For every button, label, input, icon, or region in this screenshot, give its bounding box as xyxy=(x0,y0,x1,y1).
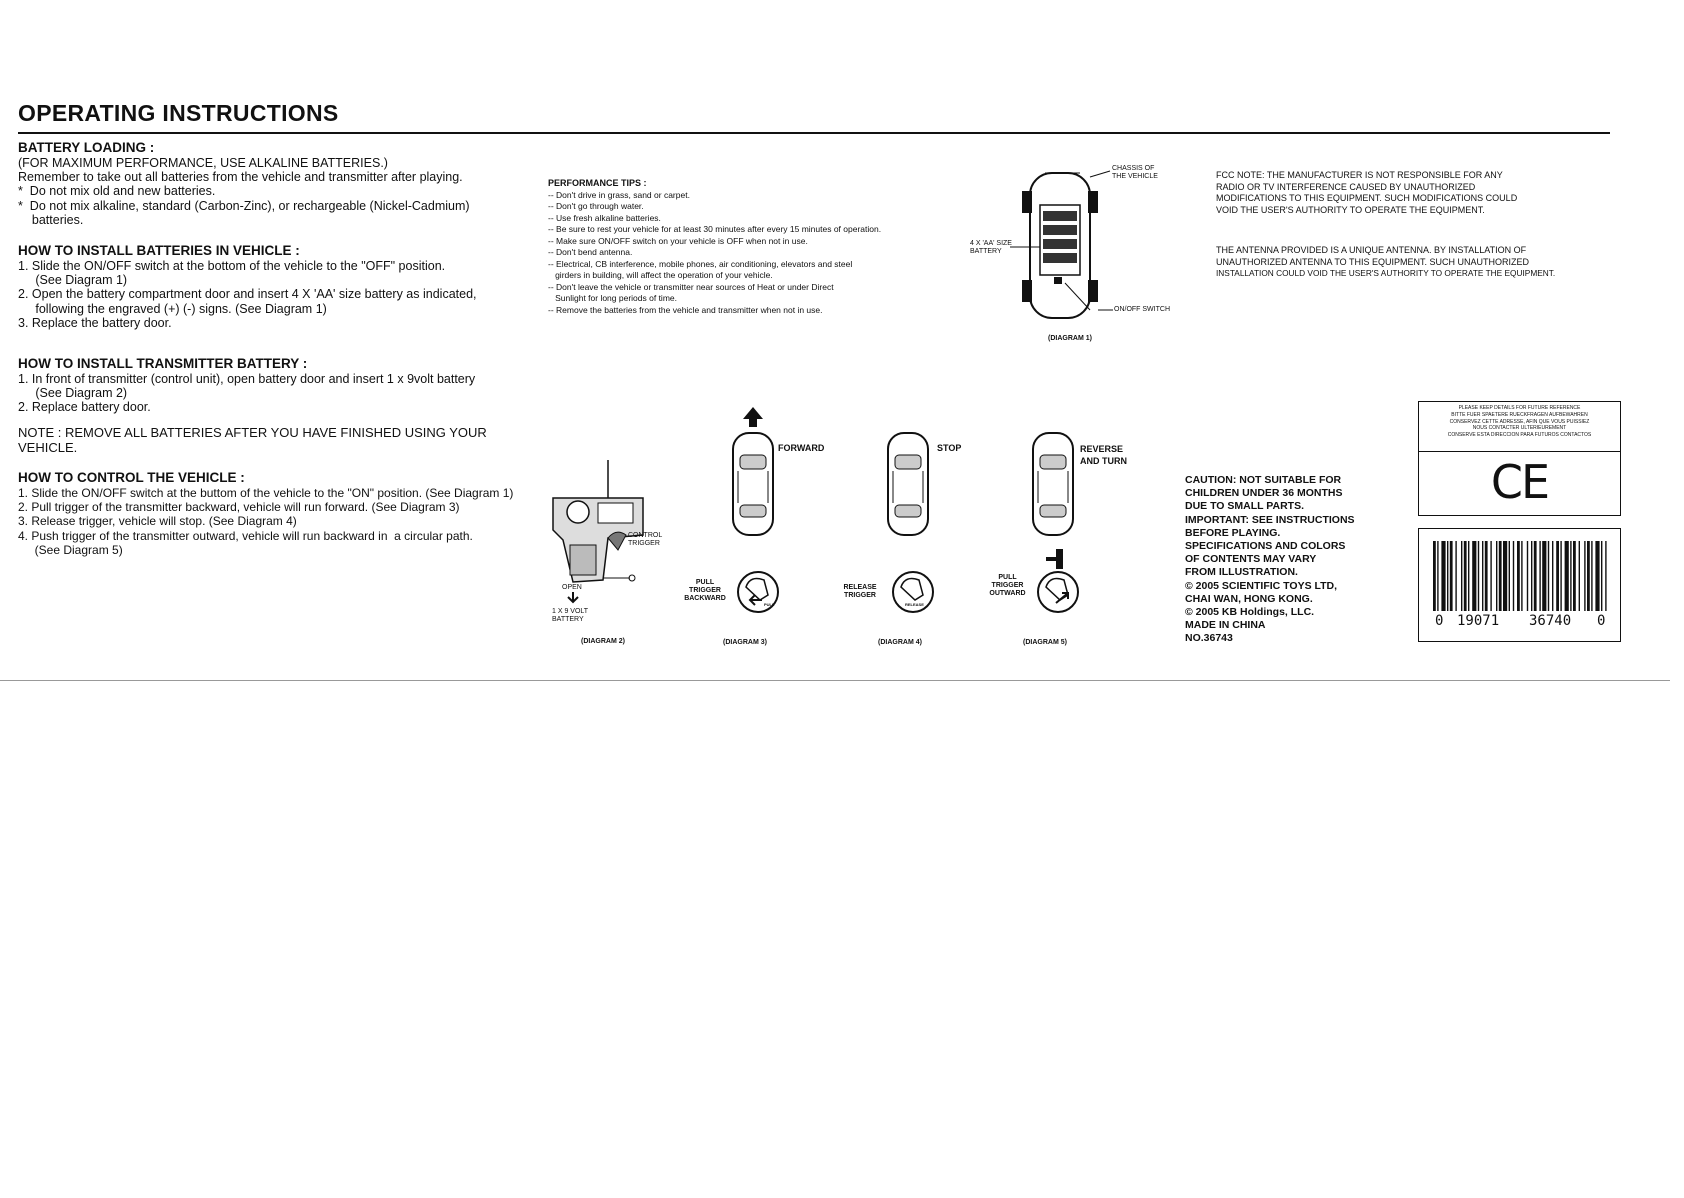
caution-line: FROM ILLUSTRATION. xyxy=(1185,566,1298,579)
performance-tip: -- Don't go through water. xyxy=(548,201,644,211)
ce-box xyxy=(1418,401,1621,516)
barcode-bar xyxy=(1464,541,1467,611)
control-vehicle-line: 3. Release trigger, vehicle will stop. (See Diagram 4) xyxy=(18,514,297,529)
antenna-note xyxy=(1216,245,1636,280)
chassis-label-line: CHASSIS OF xyxy=(1112,165,1155,172)
title-rule xyxy=(18,132,1610,134)
keep-details-line: NOUS CONTACTER ULTERIEUREMENT xyxy=(1472,425,1567,432)
performance-tip: -- Make sure ON/OFF switch on your vehicle is OFF when not in use. xyxy=(548,235,808,246)
caution-line: CHAI WAN, HONG KONG. xyxy=(1185,592,1313,605)
barcode-bar xyxy=(1509,541,1510,611)
barcode-bar xyxy=(1513,541,1514,611)
barcode-bar xyxy=(1517,541,1520,611)
control-vehicle-line: 1. Slide the ON/OFF switch at the buttom of the vehicle to the "ON" position. (See Diagram 1) xyxy=(18,486,514,500)
barcode-bar xyxy=(1542,541,1546,611)
battery-loading-line: * Do not mix alkaline, standard (Carbon-Zinc), or rechargeable (Nickel-Cadmium) xyxy=(18,198,470,213)
keep-details-line: BITTE FUER SPAETERE RUECKFRAGEN AUFBEWAHREN xyxy=(1451,411,1588,418)
antenna-line: INSTALLATION COULD VOID THE USER'S AUTHORITY TO OPERATE THE EQUIPMENT. xyxy=(1216,268,1556,278)
caution-line: IMPORTANT: SEE INSTRUCTIONS xyxy=(1185,513,1355,526)
barcode-bar xyxy=(1455,541,1456,611)
barcode-digit: 19071 xyxy=(1457,613,1500,629)
performance-tip: -- Don't leave the vehicle or transmitter near sources of Heat or under Direct xyxy=(548,281,834,292)
release-trigger-line: TRIGGER xyxy=(844,592,876,599)
install-transmitter-section xyxy=(18,356,538,415)
install-transmitter-line: 1. In front of transmitter (control unit), open battery door and insert 1 x 9volt battery xyxy=(18,372,476,386)
barcode-bar xyxy=(1485,541,1488,611)
performance-tip: -- Be sure to rest your vehicle for at least 30 minutes after every 15 minutes of operation. xyxy=(548,224,882,234)
keep-details-line: CONSERVEZ CETTE ADRESSE, AFIN QUE VOUS PUISSIEZ xyxy=(1449,418,1590,425)
barcode-bar xyxy=(1499,541,1502,611)
control-trigger-label xyxy=(628,532,662,548)
battery-loading-line: Remember to take out all batteries from the vehicle and transmitter after playing. xyxy=(18,170,463,185)
barcode-bar xyxy=(1490,541,1491,611)
chassis-label xyxy=(1112,165,1158,181)
stop-illustration xyxy=(835,405,995,635)
barcode-bar xyxy=(1573,541,1576,611)
barcode-bar xyxy=(1534,541,1537,611)
install-vehicle-line: (See Diagram 1) xyxy=(18,273,128,288)
caution-line: © 2005 SCIENTIFIC TOYS LTD, xyxy=(1185,579,1338,592)
performance-tip: girders in building, will affect the operation of your vehicle. xyxy=(548,270,773,280)
diagram-2 xyxy=(548,460,688,655)
barcode-bar xyxy=(1527,541,1528,611)
antenna-line: THE ANTENNA PROVIDED IS A UNIQUE ANTENNA. BY INSTALLATION OF xyxy=(1216,245,1527,255)
install-vehicle-heading: HOW TO INSTALL BATTERIES IN VEHICLE : xyxy=(18,243,300,258)
battery-loading-line: (FOR MAXIMUM PERFORMANCE, USE ALKALINE BATTERIES.) xyxy=(18,156,388,170)
barcode-bar xyxy=(1539,541,1540,611)
control-trigger-line: CONTROL xyxy=(628,532,663,539)
battery-size-label-line: 4 X 'AA' SIZE xyxy=(970,240,1012,247)
diagram-3-caption: (DIAGRAM 3) xyxy=(723,639,767,646)
pull-outward-line: OUTWARD xyxy=(989,590,1026,597)
barcode-bar xyxy=(1450,541,1453,611)
performance-tip: Sunlight for long periods of time. xyxy=(548,293,677,303)
note-line: VEHICLE. xyxy=(18,440,78,455)
dial-release-label: RELEASE xyxy=(905,602,924,607)
install-vehicle-line: 2. Open the battery compartment door and insert 4 X 'AA' size battery as indicated, xyxy=(18,287,477,302)
fcc-note xyxy=(1216,170,1636,216)
caution-line: © 2005 KB Holdings, LLC. xyxy=(1185,606,1315,619)
barcode-bar xyxy=(1468,541,1469,611)
control-trigger-line: TRIGGER xyxy=(628,540,660,547)
pull-backward-line: TRIGGER xyxy=(689,587,721,594)
caution-line: MADE IN CHINA xyxy=(1185,619,1266,632)
diagram-3 xyxy=(680,405,840,655)
barcode-bar xyxy=(1587,541,1590,611)
control-vehicle-section xyxy=(18,470,548,557)
fcc-line: RADIO OR TV INTERFERENCE CAUSED BY UNAUTHORIZED xyxy=(1216,181,1476,192)
pull-outward-line: TRIGGER xyxy=(991,582,1024,589)
diagram-1 xyxy=(970,165,1170,350)
caution-line: CHILDREN UNDER 36 MONTHS xyxy=(1185,487,1343,500)
barcode-box xyxy=(1418,528,1621,642)
barcode-bar xyxy=(1441,541,1445,611)
caution-block xyxy=(1185,474,1395,646)
reverse-arrow-icon xyxy=(1046,549,1063,569)
pull-outward-label xyxy=(985,574,1030,598)
barcode-digit: 36740 xyxy=(1529,613,1572,629)
performance-tips-heading: PERFORMANCE TIPS : xyxy=(548,178,647,188)
barcode-bar xyxy=(1447,541,1448,611)
diagram-5-caption: (DIAGRAM 5) xyxy=(1023,639,1067,646)
performance-tip: -- Remove the batteries from the vehicle and transmitter when not in use. xyxy=(548,304,823,315)
fcc-line: FCC NOTE: THE MANUFACTURER IS NOT RESPONSIBLE FOR ANY xyxy=(1216,170,1503,180)
battery-loading-line: * Do not mix old and new batteries. xyxy=(18,184,216,199)
fcc-line: MODIFICATIONS TO THIS EQUIPMENT. SUCH MODIFICATIONS COULD xyxy=(1216,193,1518,203)
stop-label: STOP xyxy=(937,443,962,453)
install-transmitter-line: 2. Replace battery door. xyxy=(18,400,151,415)
reverse-label-line: AND TURN xyxy=(1080,456,1127,466)
dial-pull-label: PULL xyxy=(764,602,775,607)
caution-line: OF CONTENTS MAY VARY xyxy=(1185,553,1317,566)
battery-size-label xyxy=(970,240,1012,256)
nine-volt-label xyxy=(552,608,588,624)
barcode-bar xyxy=(1503,541,1507,611)
control-vehicle-line: 2. Pull trigger of the transmitter backward, vehicle will run forward. (See Diagram 3) xyxy=(18,500,460,515)
install-vehicle-line: 3. Replace the battery door. xyxy=(18,315,172,330)
barcode-bar xyxy=(1478,541,1479,611)
performance-tip: -- Use fresh alkaline batteries. xyxy=(548,212,661,223)
barcode-bar xyxy=(1584,541,1585,611)
diagram-5 xyxy=(980,405,1160,655)
note-section xyxy=(18,425,538,455)
battery-size-label-line: BATTERY xyxy=(970,248,1002,255)
barcode-bar xyxy=(1565,541,1569,611)
barcode-bar xyxy=(1472,541,1476,611)
reverse-label xyxy=(1080,443,1127,467)
keep-details-line: CONSERVE ESTA DIRECCION PARA FUTUROS CONTACTOS xyxy=(1447,432,1592,439)
diagram-4-caption: (DIAGRAM 4) xyxy=(878,639,922,646)
caution-line: NO.36743 xyxy=(1185,632,1233,645)
release-trigger-line: RELEASE xyxy=(843,584,877,591)
barcode-digit: 0 xyxy=(1435,613,1444,629)
control-vehicle-heading: HOW TO CONTROL THE VEHICLE : xyxy=(18,470,245,485)
barcode-bar xyxy=(1591,541,1592,611)
barcode-bar xyxy=(1556,541,1559,611)
chassis-label-line: THE VEHICLE xyxy=(1112,173,1158,180)
pull-backward-line: PULL xyxy=(695,579,715,586)
forward-arrow-icon xyxy=(743,407,763,427)
bottom-divider xyxy=(0,680,1670,681)
barcode-bar xyxy=(1579,541,1580,611)
release-trigger-label xyxy=(835,584,885,600)
barcode-bar xyxy=(1482,541,1483,611)
page-title: OPERATING INSTRUCTIONS xyxy=(18,100,339,126)
transmitter-illustration xyxy=(548,460,688,590)
battery-loading-line: batteries. xyxy=(18,212,84,227)
performance-tip: -- Don't drive in grass, sand or carpet. xyxy=(548,189,690,200)
barcode-bar xyxy=(1437,541,1438,611)
install-vehicle-line: 1. Slide the ON/OFF switch at the bottom of the vehicle to the "OFF" position. xyxy=(18,259,446,273)
control-vehicle-line: (See Diagram 5) xyxy=(18,542,123,557)
keep-details-text xyxy=(1419,402,1620,452)
battery-loading-section xyxy=(18,140,538,227)
antenna-line: UNAUTHORIZED ANTENNA TO THIS EQUIPMENT. SUCH UNAUTHORIZED xyxy=(1216,256,1530,267)
barcode-bars xyxy=(1419,529,1620,624)
barcode-bar xyxy=(1605,541,1606,611)
fcc-line: VOID THE USER'S AUTHORITY TO OPERATE THE EQUIPMENT. xyxy=(1216,204,1485,215)
barcode-bar xyxy=(1552,541,1553,611)
install-vehicle-section xyxy=(18,243,538,330)
battery-loading-heading: BATTERY LOADING : xyxy=(18,140,155,155)
caution-line: BEFORE PLAYING. xyxy=(1185,526,1281,539)
ce-mark: CE xyxy=(1490,455,1549,509)
nine-volt-line: 1 X 9 VOLT xyxy=(552,608,589,615)
performance-tip: -- Don't bend antenna. xyxy=(548,247,633,257)
keep-details-line: PLEASE KEEP DETAILS FOR FUTURE REFERENCE xyxy=(1458,405,1581,411)
pull-outward-line: PULL xyxy=(998,574,1017,581)
performance-tip: -- Electrical, CB interference, mobile phones, air conditioning, elevators and steel xyxy=(548,258,853,269)
diagram-4 xyxy=(835,405,995,655)
barcode-bar xyxy=(1521,541,1522,611)
install-vehicle-line: following the engraved (+) (-) signs. (See Diagram 1) xyxy=(18,301,327,316)
barcode-bar xyxy=(1548,541,1549,611)
barcode-bar xyxy=(1531,541,1532,611)
nine-volt-line: BATTERY xyxy=(552,616,584,623)
barcode-digit: 0 xyxy=(1597,613,1606,629)
barcode-bar xyxy=(1595,541,1599,611)
pull-backward-label xyxy=(680,579,730,603)
open-label: OPEN xyxy=(562,584,582,591)
on-off-switch-label: ON/OFF SWITCH xyxy=(1114,306,1170,313)
barcode-bar xyxy=(1461,541,1462,611)
note-line: NOTE : REMOVE ALL BATTERIES AFTER YOU HAVE FINISHED USING YOUR xyxy=(18,425,487,440)
performance-tips-section xyxy=(548,178,968,316)
control-vehicle-line: 4. Push trigger of the transmitter outward, vehicle will run backward in a circular path. xyxy=(18,528,473,543)
caution-line: SPECIFICATIONS AND COLORS xyxy=(1185,540,1346,553)
diagram-2-caption: (DIAGRAM 2) xyxy=(581,638,625,645)
install-transmitter-heading: HOW TO INSTALL TRANSMITTER BATTERY : xyxy=(18,356,308,371)
caution-line: DUE TO SMALL PARTS. xyxy=(1185,500,1305,513)
barcode-bar xyxy=(1570,541,1571,611)
barcode-bar xyxy=(1433,541,1436,611)
diagram-1-caption: (DIAGRAM 1) xyxy=(1048,335,1092,342)
pull-backward-line: BACKWARD xyxy=(684,595,726,602)
barcode-bar xyxy=(1496,541,1497,611)
barcode-bar xyxy=(1601,541,1602,611)
caution-line: CAUTION: NOT SUITABLE FOR xyxy=(1185,474,1342,486)
reverse-label-line: REVERSE xyxy=(1080,444,1124,454)
barcode-bar xyxy=(1560,541,1561,611)
install-transmitter-line: (See Diagram 2) xyxy=(18,386,128,401)
forward-label: FORWARD xyxy=(778,443,825,453)
reverse-illustration xyxy=(980,405,1140,635)
